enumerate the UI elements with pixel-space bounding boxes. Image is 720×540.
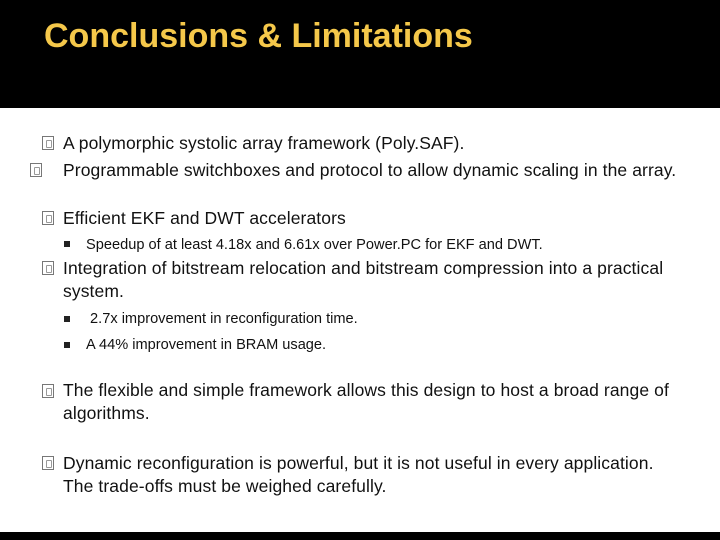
bullet-text-3: Efficient EKF and DWT accelerators bbox=[63, 208, 346, 228]
bullet-text-5: The flexible and simple framework allows this design to host a broad range of algorithms. bbox=[63, 380, 669, 423]
bullet-icon bbox=[42, 456, 54, 470]
bullet-icon bbox=[42, 136, 54, 150]
bullet-text-6: Dynamic reconfiguration is powerful, but it is not useful in every application. The trade-offs must be weighed carefully. bbox=[63, 453, 654, 496]
sub-bullet-icon bbox=[64, 342, 70, 348]
bullet-icon bbox=[42, 211, 54, 225]
sub-bullet-text-1: Speedup of at least 4.18x and 6.61x over Power.PC for EKF and DWT. bbox=[86, 237, 543, 253]
bullet-text-1: A polymorphic systolic array framework (Poly.SAF). bbox=[63, 133, 465, 153]
sub-bullet-text-3: A 44% improvement in BRAM usage. bbox=[86, 337, 327, 353]
bullet-icon bbox=[42, 384, 54, 398]
bullet-icon bbox=[30, 163, 42, 177]
sub-bullet-text-2: 2.7x improvement in reconfiguration time. bbox=[86, 311, 358, 327]
slide-title: Conclusions & Limitations bbox=[44, 17, 473, 55]
bullet-icon bbox=[42, 261, 54, 275]
bullet-text-2: Programmable switchboxes and protocol to allow dynamic scaling in the array. bbox=[63, 160, 677, 180]
content-area bbox=[0, 108, 720, 532]
bullet-text-4: Integration of bitstream relocation and bitstream compression into a practical system. bbox=[63, 258, 664, 301]
sub-bullet-icon bbox=[64, 316, 70, 322]
sub-bullet-icon bbox=[64, 241, 70, 247]
title-bar bbox=[0, 0, 720, 108]
